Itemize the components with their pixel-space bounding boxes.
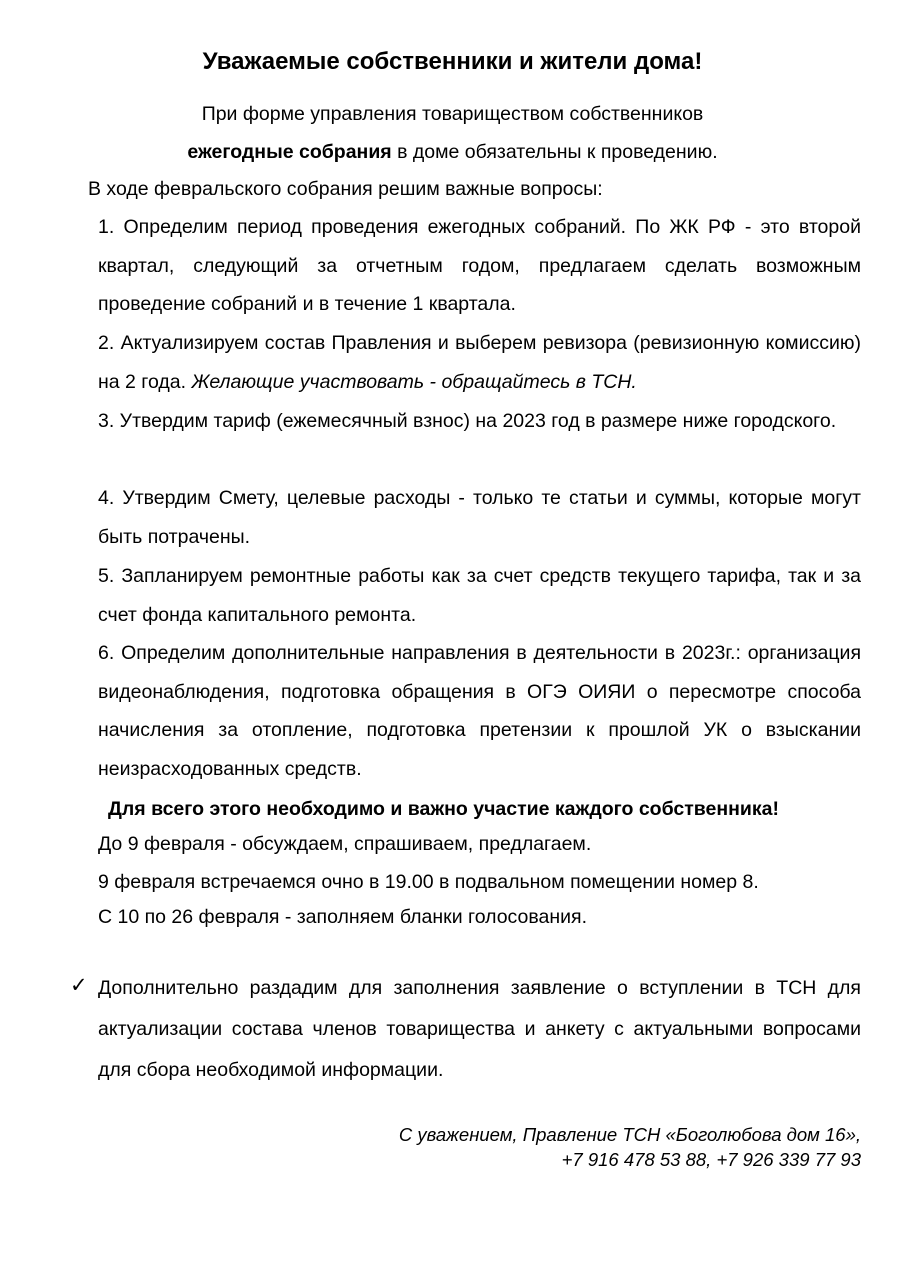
page-title: Уважаемые собственники и жители дома! <box>202 48 703 75</box>
signature-line-1: С уважением, Правление ТСН «Боголюбова дом 16», <box>398 1124 861 1145</box>
list-item-2-text: 2. Актуализируем состав Правления и выберем ревизора (ревизионную комиссию) на 2 года. <box>98 332 861 393</box>
schedule-line-1: До 9 февраля - обсуждаем, спрашиваем, предлагаем. <box>98 833 592 855</box>
list-item-5: 5. Запланируем ремонтные работы как за счет средств текущего тарифа, так и за счет фонда капитального ремонта. <box>98 565 861 626</box>
schedule-line-3: С 10 по 26 февраля - заполняем бланки голосования. <box>98 906 587 928</box>
list-item-2-italic: Желающие участвовать - обращайтесь в ТСН. <box>191 370 637 393</box>
list-item-3: 3. Утвердим тариф (ежемесячный взнос) на 2023 год в размере ниже городского. <box>98 410 837 432</box>
intro-bold-text: ежегодные собрания <box>187 141 392 163</box>
call-to-action: Для всего этого необходимо и важно участие каждого собственника! <box>108 798 779 820</box>
signature-phones: +7 916 478 53 88, +7 926 339 77 93 <box>561 1149 861 1170</box>
schedule-line-2: 9 февраля встречаемся очно в 19.00 в подвальном помещении номер 8. <box>98 871 759 893</box>
intro-line-1: При форме управления товариществом собственников <box>201 103 704 125</box>
list-item-1: 1. Определим период проведения ежегодных собраний. По ЖК РФ - это второй квартал, следующий за отчетным годом, предлагаем сделать возможным проведение собраний и в течение 1 квартала. <box>98 216 861 315</box>
list-item-4: 4. Утвердим Смету, целевые расходы - только те статьи и суммы, которые могут быть потрачены. <box>98 487 861 548</box>
list-item-6: 6. Определим дополнительные направления в деятельности в 2023г.: организация видеонаблюдения, подготовка обращения в ОГЭ ОИЯИ о пересмотре способа начисления за отопление, подготовка претензии к прошлой УК о взыскании неизрасходованных средств. <box>98 642 861 780</box>
intro-line-2 <box>0 138 905 166</box>
list-item-2 <box>98 324 861 401</box>
checkmark-icon: ✓ <box>70 974 88 997</box>
intro-rest-text: в доме обязательны к проведению. <box>391 141 718 163</box>
additional-note: Дополнительно раздадим для заполнения заявление о вступлении в ТСН для актуализации состава членов товарищества и анкету с актуальными вопросами для сбора необходимой информации. <box>98 977 861 1081</box>
intro-line-3: В ходе февральского собрания решим важные вопросы: <box>88 178 603 200</box>
